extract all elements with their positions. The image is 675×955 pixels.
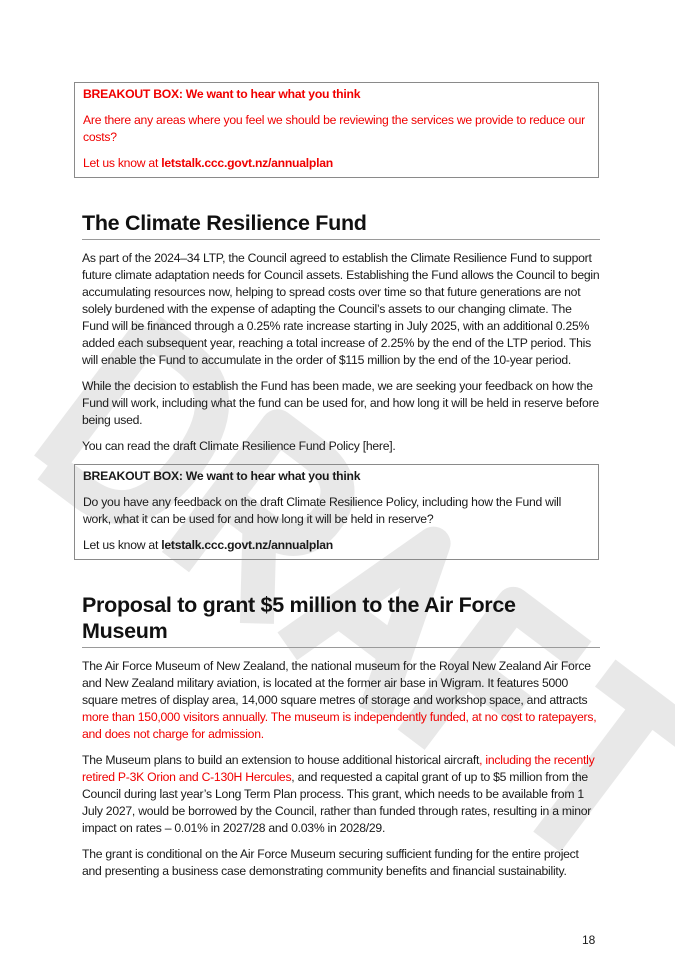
breakout-question: Do you have any feedback on the draft Climate Resilience Policy, including how the Fund will work, what it can be used for and how long it will be held in reserve? [83,495,562,526]
breakout-question: Are there any areas where you feel we should be reviewing the services we provide to reduce our costs? [83,113,585,144]
paragraph: While the decision to establish the Fund has been made, we are seeking your feedback on how the Fund will work, including what the fund can be used for, and how long it will be held in reserve before being used. [82,379,599,427]
paragraph [82,752,600,837]
text: The Air Force Museum of New Zealand, the national museum for the Royal New Zealand Air Force and New Zealand military aviation, is located at the former air base in Wigram. It features 5000 square metres of display area, 14,000 square metres of storage and workshop space, and attracts [82,659,591,707]
section-heading-climate-fund: The Climate Resilience Fund [82,210,600,240]
text: , and requested a capital grant of up to $5 million from the Council during last year’s Long Term Plan process. This grant, which needs to be available from 1 July 2027, would be borrowed by the Council, rather than funded through rates, resulting in a minor impact on rates – 0.01% in 2027/28 and 0.03% in 2028/29. [82,770,592,835]
paragraph: The grant is conditional on the Air Force Museum securing sufficient funding for the entire project and presenting a business case demonstrating community benefits and financial sustainability. [82,847,579,878]
paragraph [82,658,600,743]
breakout-title: BREAKOUT BOX: We want to hear what you think [83,469,361,483]
feedback-link[interactable]: letstalk.ccc.govt.nz/annualplan [161,156,333,170]
breakout-box-climate-fund [74,464,599,560]
section-heading-air-force-museum: Proposal to grant $5 million to the Air Force Museum [82,592,600,648]
paragraph: You can read the draft Climate Resilience Fund Policy [here]. [82,439,396,453]
cta-prefix: Let us know at [83,156,162,170]
highlighted-text: , including the recently retired P-3K Orion and C-130H Hercules [82,753,595,784]
page-content [82,0,600,929]
feedback-link[interactable]: letstalk.ccc.govt.nz/annualplan [161,538,333,552]
page-number: 18 [582,933,596,947]
cta-prefix: Let us know at [83,538,162,552]
breakout-title: BREAKOUT BOX: We want to hear what you think [83,87,361,101]
text: The Museum plans to build an extension to house additional historical aircraft [82,753,480,767]
highlighted-text: more than 150,000 visitors annually. The museum is independently funded, at no cost to ratepayers, and does not charge for admission. [82,710,597,741]
breakout-box-costs [74,82,599,178]
paragraph: As part of the 2024–34 LTP, the Council agreed to establish the Climate Resilience Fund to support future climate adaptation needs for Council assets. Establishing the Fund allows the Council to begin accumulating resources now, helping to spread costs over time so that future generations are not solely burdened with the expense of adapting the Council’s assets to our changing climate. The Fund will be financed through a 0.25% rate increase starting in July 2025, with an additional 0.25% added each subsequent year, reaching a total increase of 2.25% by the end of the LTP period. This will enable the Fund to accumulate in the order of $115 million by the end of the 10-year period. [82,251,600,367]
